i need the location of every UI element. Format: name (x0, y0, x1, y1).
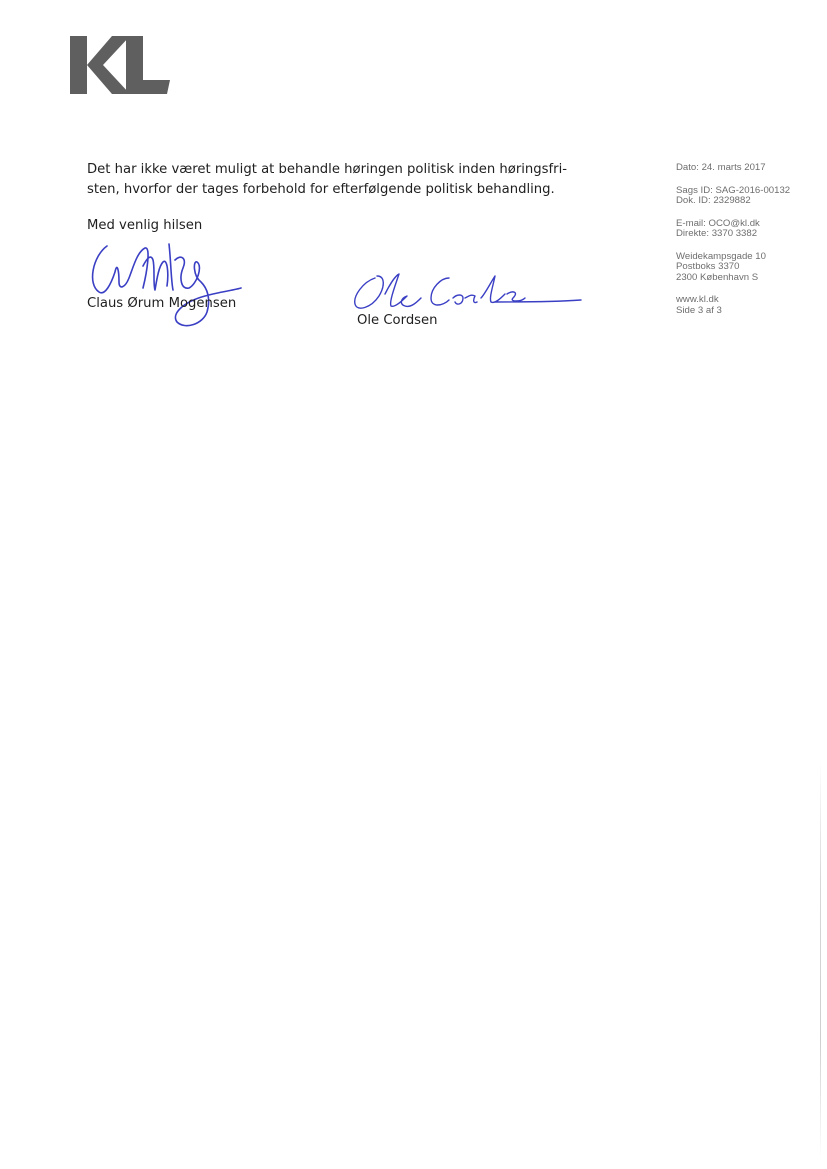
closing-salutation: Med venlig hilsen (87, 218, 203, 233)
kl-logo (70, 34, 170, 96)
contact-group (676, 219, 816, 240)
letter-body (87, 160, 567, 200)
signer-name-1: Claus Ørum Mogensen (87, 296, 237, 311)
address-line-2: Postboks 3370 (676, 261, 740, 272)
doc-id: Dok. ID: 2329882 (676, 195, 751, 206)
body-line-2: sten, hvorfor der tages forbehold for efterfølgende politisk behandling. (87, 182, 555, 197)
date-group (676, 163, 816, 174)
web-group (676, 295, 816, 316)
case-id: Sags ID: SAG-2016-00132 (676, 184, 791, 196)
body-line-1: Det har ikke været muligt at behandle høringen politisk inden høringsfri- (87, 162, 568, 177)
sender-info-column (676, 163, 816, 328)
address-line-3: 2300 København S (676, 271, 759, 283)
signer-name-2: Ole Cordsen (357, 313, 438, 328)
page-number: Side 3 af 3 (676, 304, 722, 316)
date-text: Dato: 24. marts 2017 (676, 162, 766, 173)
scan-edge-shadow (820, 760, 821, 1160)
address-group (676, 252, 816, 284)
email-text: E-mail: OCO@kl.dk (676, 217, 760, 229)
website-text: www.kl.dk (676, 294, 719, 305)
signature-ole (345, 268, 585, 318)
address-line-1: Weidekampsgade 10 (676, 250, 766, 262)
direct-phone: Direkte: 3370 3382 (676, 228, 758, 239)
signature-claus (85, 232, 245, 332)
case-group (676, 186, 816, 207)
